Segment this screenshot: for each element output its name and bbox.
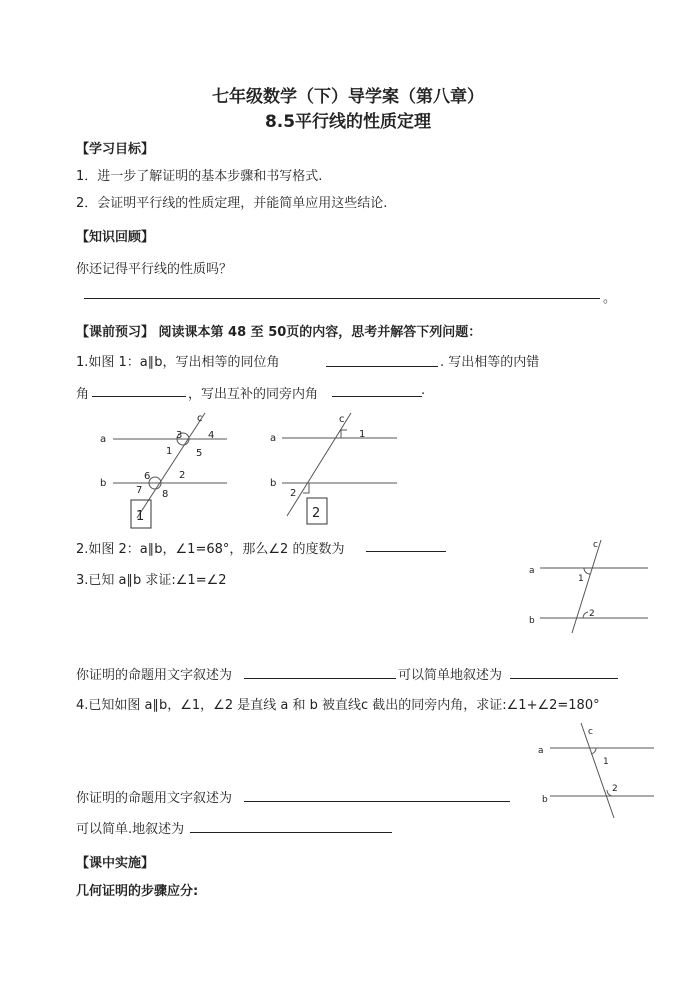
q4-statement-label: 你证明的命题用文字叙述为 [76, 791, 233, 806]
q4-text: 4.已知如图 a∥b，∠1，∠2 是直线 a 和 b 被直线c 截出的同旁内角，求证:∠1+∠2=180° [76, 698, 600, 713]
fig2-label-b: b [270, 478, 277, 489]
fig1-line-c [137, 413, 205, 518]
inclass-heading: 【课中实施】 [76, 856, 155, 871]
fig2-line-c [287, 413, 351, 516]
fig1-label-a: a [100, 434, 107, 445]
fig3-line-c [572, 540, 601, 633]
q3-statement-blank[interactable] [244, 678, 396, 679]
review-question: 你还记得平行线的性质吗？ [76, 262, 233, 277]
fig2-angle-2: 2 [290, 488, 297, 499]
fig1-angle-8: 8 [162, 489, 169, 500]
q1-text-b: . 写出相等的内错 [440, 355, 540, 370]
q3-text: 3.已知 a∥b 求证:∠1=∠2 [76, 573, 227, 588]
fig3-angle-1: 1 [578, 574, 584, 584]
page-title: 七年级数学（下）导学案（第八章） [212, 87, 484, 107]
fig1-angle-5: 5 [196, 448, 203, 459]
fig1-angle-2: 2 [179, 470, 186, 481]
fig2-label-a: a [270, 433, 277, 444]
fig3-arc-1 [584, 568, 590, 574]
figure-4 [536, 720, 658, 820]
q4-brief-blank[interactable] [190, 832, 392, 833]
figure-2 [265, 408, 405, 530]
q1-text-c: 角 [76, 387, 90, 402]
lesson-title: 8.5平行线的性质定理 [264, 112, 432, 132]
fig3-label-a: a [529, 566, 535, 576]
fig1-arc-b-top [149, 477, 161, 483]
review-answer-blank[interactable] [84, 298, 600, 299]
fig1-angle-6: 6 [144, 471, 151, 482]
q3-brief-blank[interactable] [510, 678, 618, 679]
q1-text-d: ，写出互补的同旁内角 [188, 387, 319, 402]
fig2-box-label: 2 [312, 506, 321, 521]
fig4-line-c [581, 723, 614, 818]
q4-brief-label: 可以简单.地叙述为 [76, 822, 185, 837]
proof-steps-heading: 几何证明的步骤应分: [76, 884, 199, 899]
q1-blank-corresponding[interactable] [326, 366, 438, 367]
q1-text-e: . [421, 383, 426, 398]
q1-text-a: 1.如图 1：a∥b，写出相等的同位角 [76, 355, 280, 370]
goal-item-1: 1．进一步了解证明的基本步骤和书写格式. [76, 169, 323, 184]
review-heading: 【知识回顾】 [76, 230, 155, 245]
fig1-angle-4: 4 [208, 430, 215, 441]
fig2-label-c: c [339, 414, 345, 425]
review-period: 。 [603, 291, 617, 306]
q2-blank[interactable] [366, 551, 446, 552]
fig4-angle-1: 1 [603, 757, 609, 767]
fig1-angle-1: 1 [166, 446, 173, 457]
fig1-angle-7: 7 [136, 485, 143, 496]
fig4-label-c: c [588, 727, 593, 737]
fig3-arc-2 [583, 612, 588, 618]
figure-3 [524, 535, 652, 635]
fig4-label-b: b [542, 795, 548, 805]
fig3-label-b: b [529, 616, 535, 626]
q3-brief-label: 可以简单地叙述为 [398, 668, 503, 683]
fig1-label-b: b [100, 478, 107, 489]
fig1-angle-3: 3 [176, 430, 183, 441]
preview-heading: 【课前预习】 阅读课本第 48 至 50页的内容，思考并解答下列问题： [76, 325, 482, 340]
figure-1 [95, 408, 245, 530]
fig1-box-label: 1 [136, 509, 145, 524]
fig4-angle-2: 2 [612, 784, 618, 794]
goals-heading: 【学习目标】 [76, 142, 155, 157]
fig3-label-c: c [593, 540, 598, 550]
fig3-angle-2: 2 [589, 609, 595, 619]
q1-blank-alternate[interactable] [92, 396, 186, 397]
q1-blank-supplementary[interactable] [332, 396, 422, 397]
q2-text: 2.如图 2：a∥b，∠1=68°，那么∠2 的度数为 [76, 542, 345, 557]
fig2-angle-1: 1 [359, 429, 366, 440]
fig4-label-a: a [538, 746, 544, 756]
q3-statement-label: 你证明的命题用文字叙述为 [76, 668, 233, 683]
goal-item-2: 2．会证明平行线的性质定理，并能简单应用这些结论. [76, 196, 388, 211]
fig2-mark-1 [341, 430, 347, 438]
fig1-label-c: c [197, 413, 203, 424]
q4-statement-blank[interactable] [244, 801, 510, 802]
